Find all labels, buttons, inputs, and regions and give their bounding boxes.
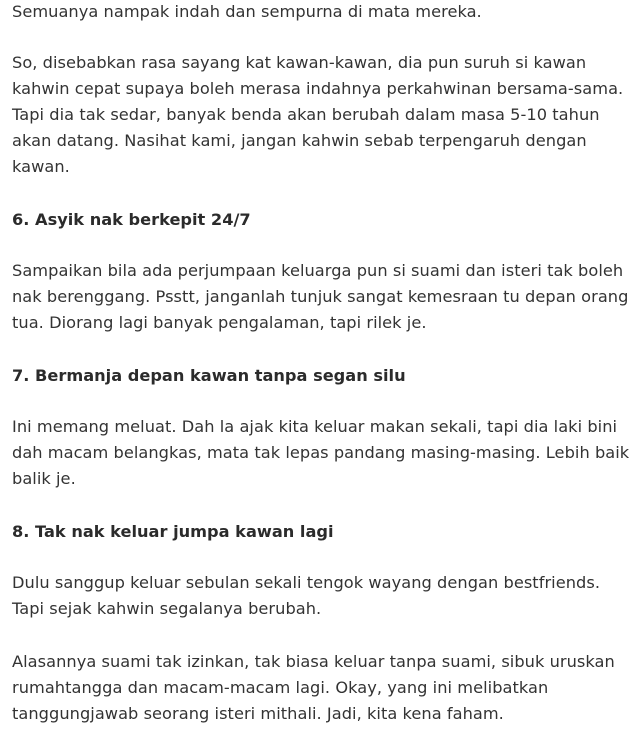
section-heading: 7. Bermanja depan kawan tanpa segan silu [12,366,406,385]
paragraph: So, disebabkan rasa sayang kat kawan-kawan, dia pun suruh si kawan kahwin cepat supaya boleh merasa indahnya perkahwinan bersama-sama. Tapi dia tak sedar, banyak benda akan berubah dalam masa 5-10 tahun akan datang. Nasihat kami, jangan kahwin sebab terpengaruh dengan kawan. [12,53,624,176]
section-heading: 8. Tak nak keluar jumpa kawan lagi [12,522,334,541]
paragraph: Alasannya suami tak izinkan, tak biasa keluar tanpa suami, sibuk uruskan rumahtangga dan macam-macam lagi. Okay, yang ini melibatkan tanggungjawab seorang isteri mithali. Jadi, kita kena faham. [12,652,615,723]
paragraph: Semuanya nampak indah dan sempurna di mata mereka. [12,2,482,21]
paragraph: Dulu sanggup keluar sebulan sekali tengok wayang dengan bestfriends. Tapi sejak kahwin segalanya berubah. [12,573,601,618]
section-heading: 6. Asyik nak berkepit 24/7 [12,210,251,229]
paragraph: Ini memang meluat. Dah la ajak kita keluar makan sekali, tapi dia laki bini dah macam belangkas, mata tak lepas pandang masing-masing. Lebih baik balik je. [12,417,630,488]
paragraph: Sampaikan bila ada perjumpaan keluarga pun si suami dan isteri tak boleh nak berenggang. Psstt, janganlah tunjuk sangat kemesraan tu depan orang tua. Diorang lagi banyak pengalaman, tapi rilek je. [12,261,629,332]
